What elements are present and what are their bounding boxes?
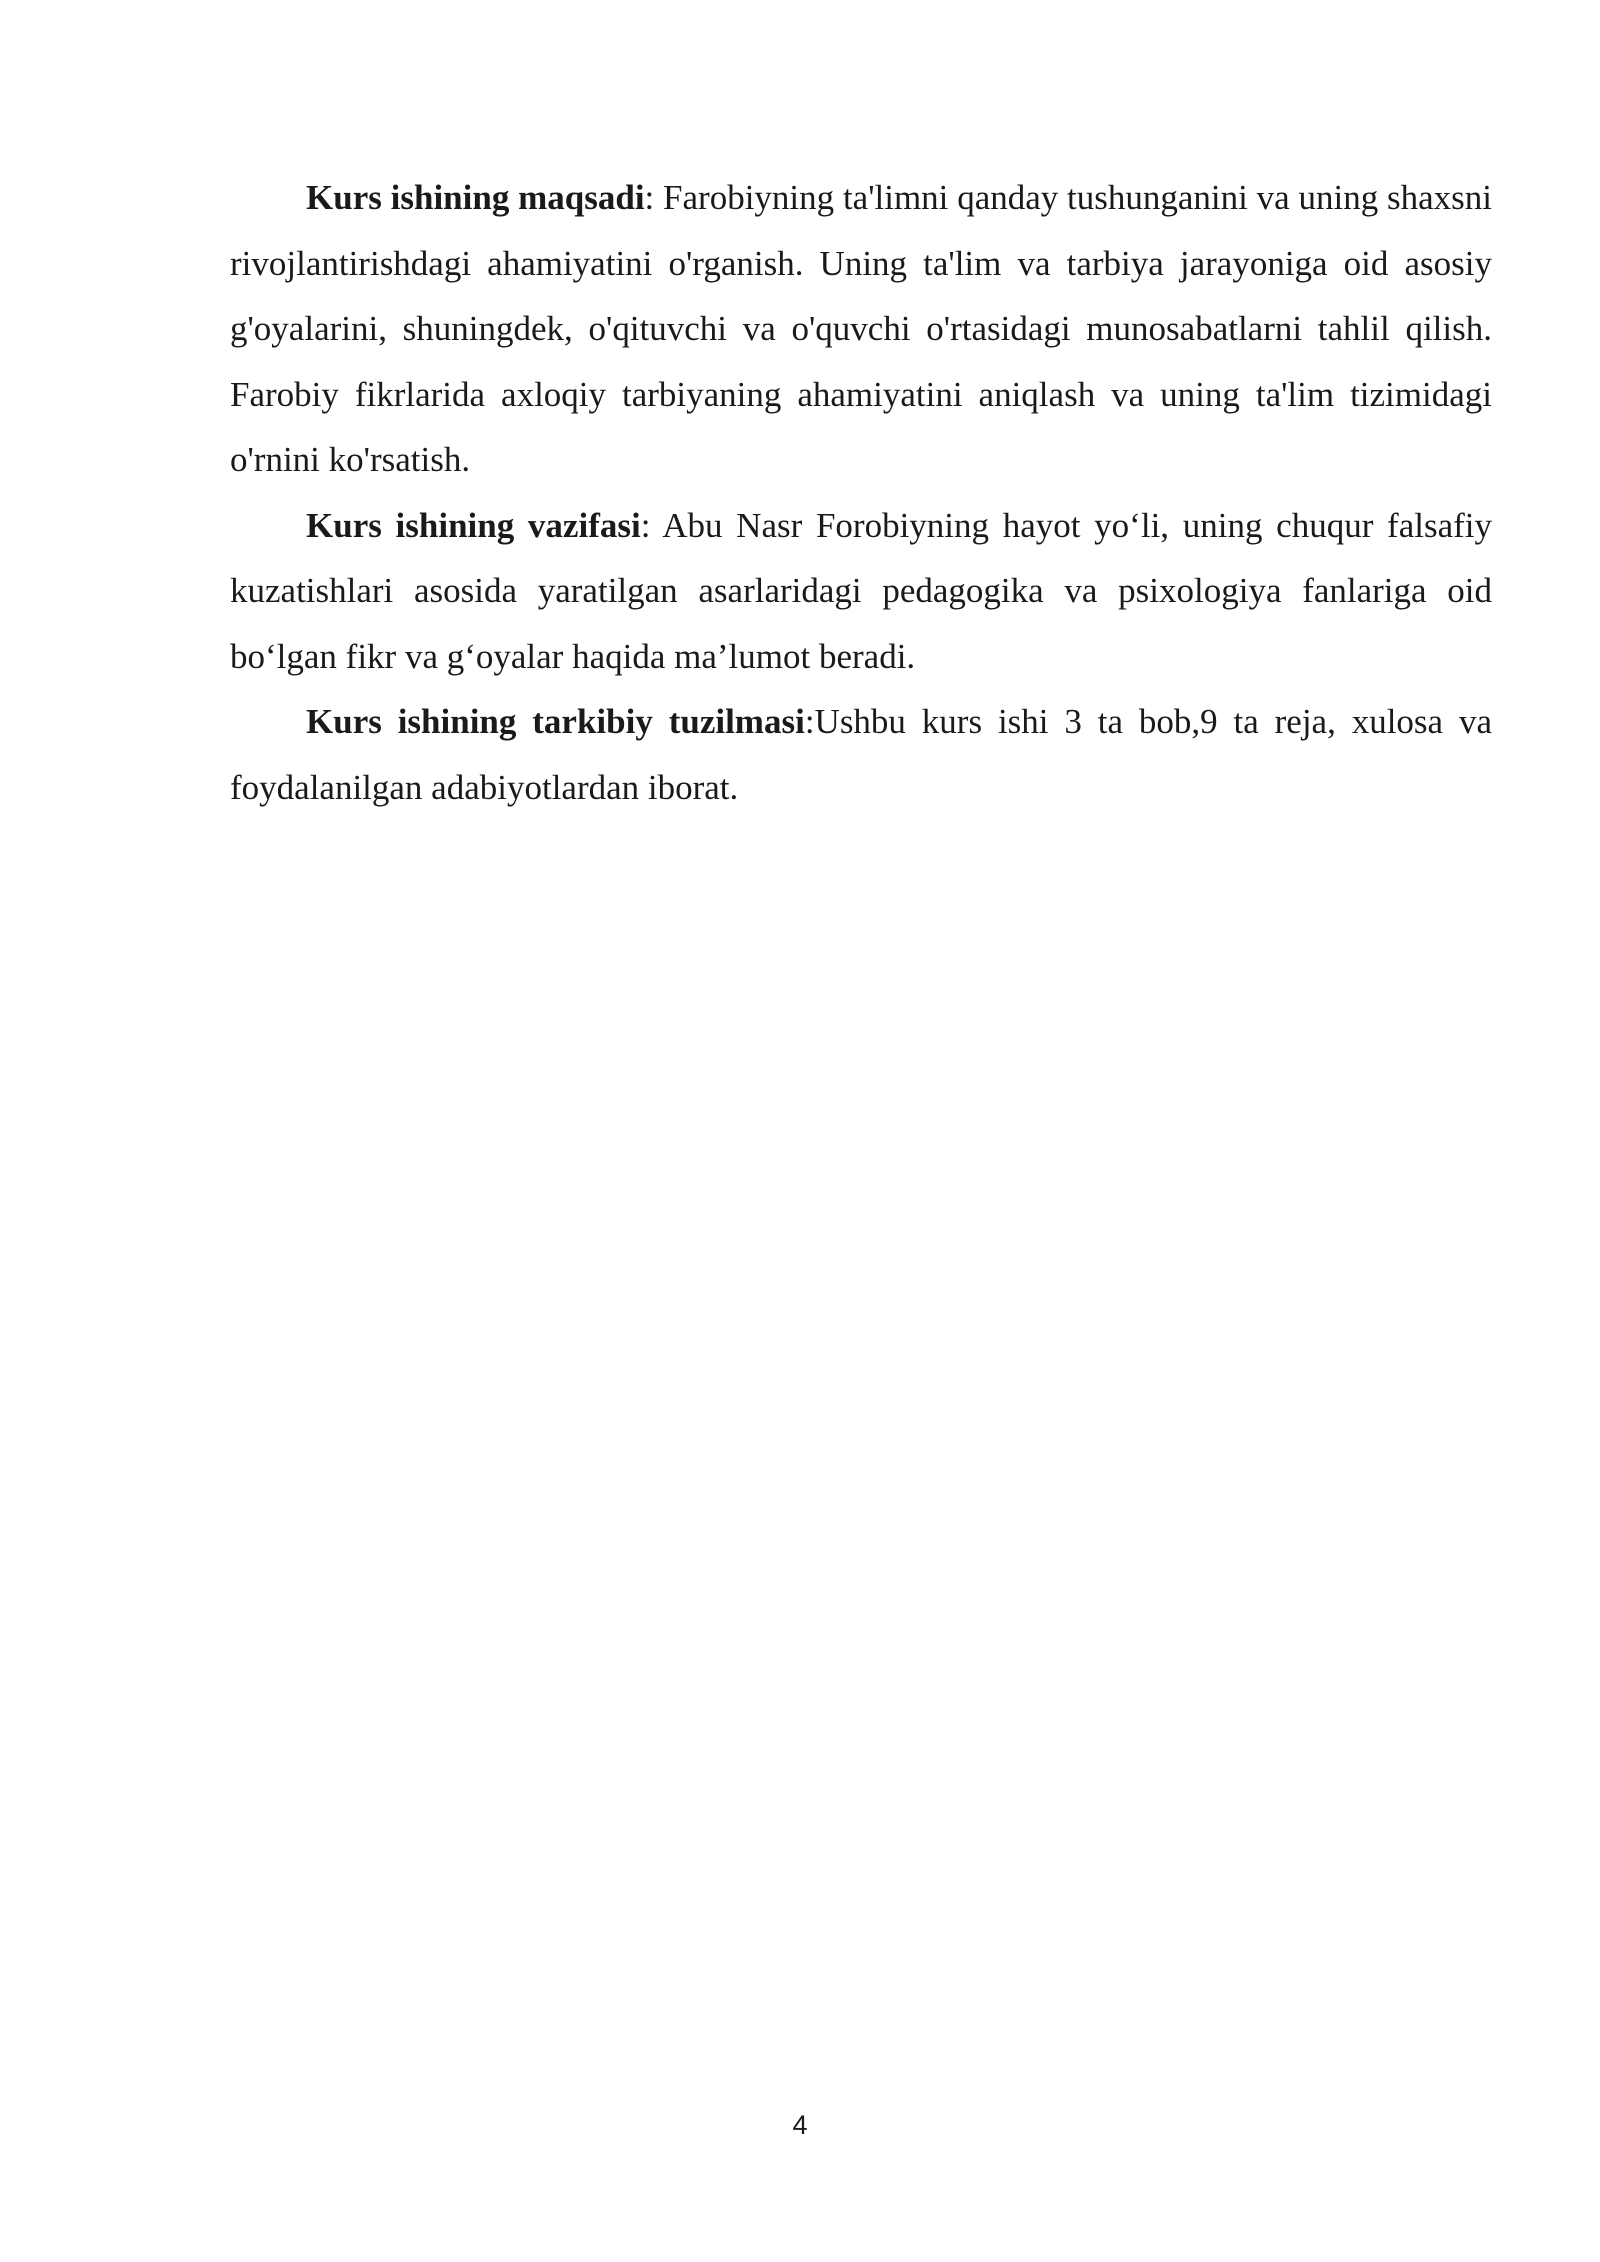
paragraph-text: : Farobiyning ta'limni qanday tushunganini va uning shaxsni rivojlantirishdagi ahamiyatini o'rganish. Uning ta'lim va tarbiya jarayoniga oid asosiy g'oyalarini, shuningdek, o'qituvchi va o'quvchi o'rtasidagi munosabatlarni tahlil qilish. Farobiy fikrlarida axloqiy tarbiyaning ahamiyatini aniqlash va uning ta'lim tizimidagi o'rnini ko'rsatish. (230, 178, 1492, 479)
paragraph-text: :Ushbu kurs ishi 3 ta bob,9 ta reja, xulosa va foydalanilgan adabiyotlardan iborat. (230, 702, 1492, 807)
paragraph-tasks (230, 493, 1492, 690)
paragraph-heading: Kurs ishining tarkibiy tuzilmasi (306, 702, 805, 741)
page-number: 4 (792, 2110, 808, 2140)
paragraph-heading: Kurs ishining vazifasi (306, 505, 641, 545)
page-content (230, 165, 1492, 820)
paragraph-goal (230, 165, 1492, 493)
paragraph-text: : Abu Nasr Forobiyning hayot yo‘li, uning chuqur falsafiy kuzatishlari asosida yaratilgan asarlaridagi pedagogika va psixologiya fanlariga oid bo‘lgan fikr va g‘oyalar haqida ma’lumot beradi. (230, 505, 1493, 676)
paragraph-heading: Kurs ishining maqsadi (306, 178, 645, 217)
paragraph-structure (230, 689, 1492, 820)
